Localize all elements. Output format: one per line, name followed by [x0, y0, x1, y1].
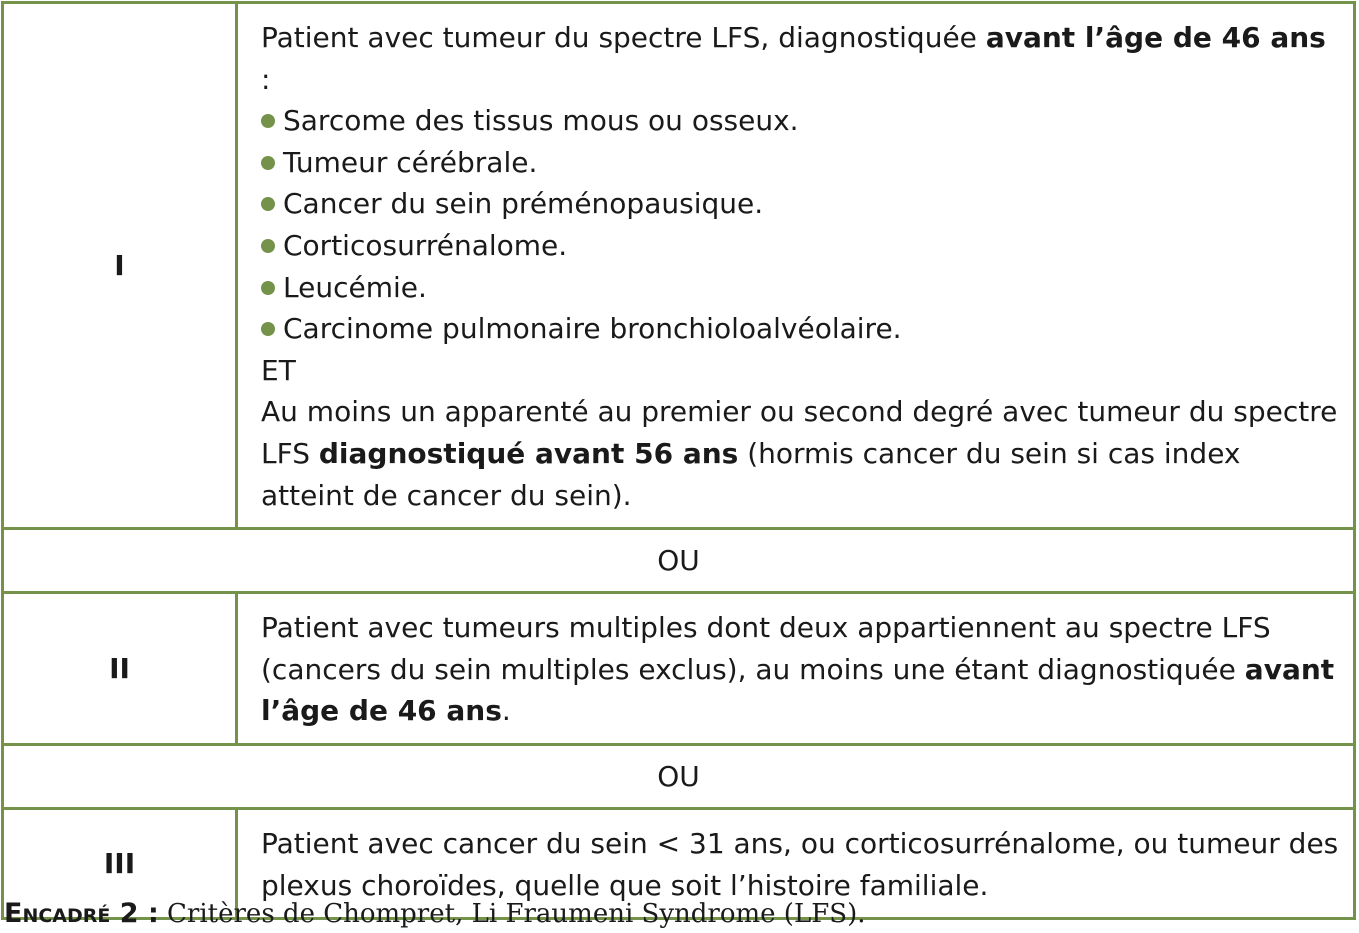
caption-text: Critères de Chompret, Li Fraumeni Syndrome (LFS).	[158, 899, 866, 929]
separator-ou-2: OU	[3, 744, 1355, 808]
bullet-dot-icon	[261, 197, 275, 211]
criterion-content-3: Patient avec cancer du sein < 31 ans, ou corticosurrénalome, ou tumeur des plexus choroïdes, quelle que soit l’histoire familiale.	[237, 808, 1355, 918]
criterion-row-2	[3, 593, 1355, 745]
criterion-content-2: Patient avec tumeurs multiples dont deux appartiennent au spectre LFS (cancers du sein multiples exclus), au moins une étant diagnostiquée avant l’âge de 46 ans.	[237, 593, 1355, 745]
list-item: Carcinome pulmonaire bronchioloalvéolaire.	[261, 308, 1341, 350]
criterion-1-intro: Patient avec tumeur du spectre LFS, diagnostiquée avant l’âge de 46 ans :	[261, 21, 1326, 96]
caption-label: Encadré 2 :	[4, 898, 159, 929]
criterion-row-1	[3, 3, 1355, 529]
bullet-dot-icon	[261, 239, 275, 253]
chompret-criteria-table	[1, 1, 1356, 920]
bullet-dot-icon	[261, 156, 275, 170]
list-item: Leucémie.	[261, 267, 1341, 309]
separator-ou-1: OU	[3, 529, 1355, 593]
bullet-dot-icon	[261, 322, 275, 336]
bullet-dot-icon	[261, 114, 275, 128]
criterion-label-2: II	[3, 593, 237, 745]
figure-caption	[4, 896, 865, 932]
separator-row-1	[3, 529, 1355, 593]
criterion-1-relative: Au moins un apparenté au premier ou second degré avec tumeur du spectre LFS diagnostiqué avant 56 ans (hormis cancer du sein si cas index atteint de cancer du sein).	[261, 395, 1338, 512]
criterion-label-1: I	[3, 3, 237, 529]
list-item: Sarcome des tissus mous ou osseux.	[261, 100, 1341, 142]
list-item: Tumeur cérébrale.	[261, 142, 1341, 184]
list-item: Corticosurrénalome.	[261, 225, 1341, 267]
criterion-content-1	[237, 3, 1355, 529]
tumor-type-list	[261, 100, 1341, 350]
criterion-label-3: III	[3, 808, 237, 918]
bullet-dot-icon	[261, 281, 275, 295]
criterion-1-connector: ET	[261, 353, 296, 387]
separator-row-2	[3, 744, 1355, 808]
list-item: Cancer du sein préménopausique.	[261, 183, 1341, 225]
